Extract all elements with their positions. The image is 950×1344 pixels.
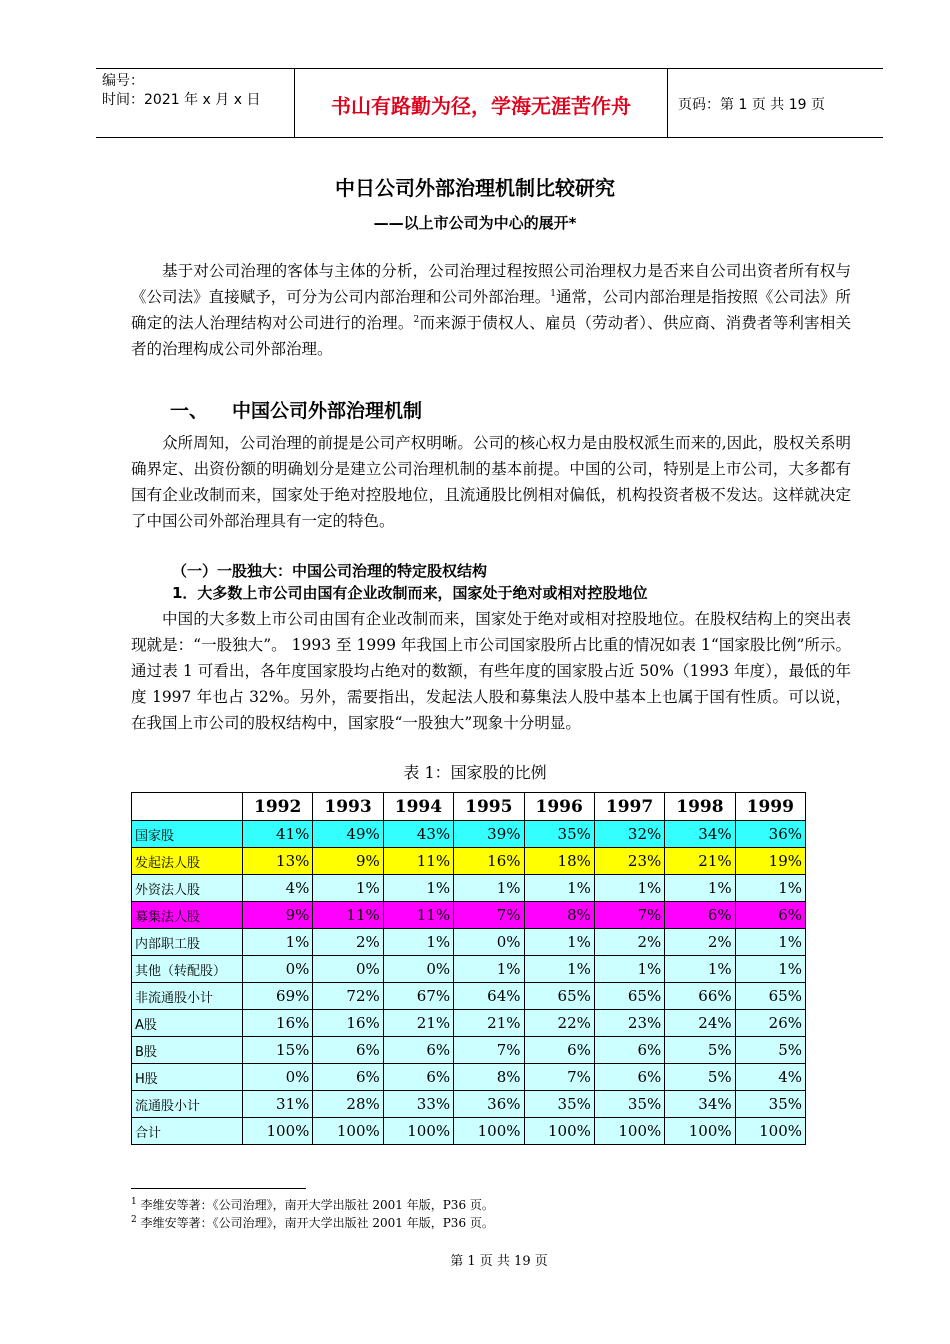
row-label-cell: 非流通股小计 — [132, 983, 243, 1010]
table-header-row — [132, 793, 806, 821]
value-cell: 1% — [454, 875, 524, 902]
value-cell: 21% — [383, 1010, 453, 1037]
page-title: 中日公司外部治理机制比较研究 — [335, 176, 615, 200]
value-cell: 0% — [454, 929, 524, 956]
value-cell: 33% — [383, 1091, 453, 1118]
footnote-mark: 1 — [131, 1197, 137, 1207]
value-cell: 16% — [243, 1010, 313, 1037]
table-row — [132, 1010, 806, 1037]
value-cell: 31% — [243, 1091, 313, 1118]
value-cell: 1% — [243, 929, 313, 956]
value-cell: 0% — [313, 956, 383, 983]
row-label-cell: 募集法人股 — [132, 902, 243, 929]
value-cell: 0% — [383, 956, 453, 983]
table-row — [132, 848, 806, 875]
header-divider — [667, 69, 668, 137]
value-cell: 6% — [594, 1037, 664, 1064]
value-cell: 100% — [524, 1118, 594, 1145]
value-cell: 8% — [524, 902, 594, 929]
value-cell: 21% — [665, 848, 735, 875]
value-cell: 65% — [594, 983, 664, 1010]
table-row — [132, 983, 806, 1010]
value-cell: 1% — [735, 956, 805, 983]
shares-table — [131, 792, 806, 1145]
value-cell: 18% — [524, 848, 594, 875]
section-title: 中国公司外部治理机制 — [232, 400, 423, 422]
value-cell: 2% — [313, 929, 383, 956]
value-cell: 1% — [313, 875, 383, 902]
year-header-cell: 1999 — [735, 793, 805, 821]
row-label-cell: 内部职工股 — [132, 929, 243, 956]
year-header-cell: 1997 — [594, 793, 664, 821]
value-cell: 7% — [524, 1064, 594, 1091]
subheading: 1．大多数上市公司由国有企业改制而来，国家处于绝对或相对控股地位 — [172, 584, 648, 602]
value-cell: 34% — [665, 821, 735, 848]
footnote-mark: 2 — [131, 1215, 137, 1225]
value-cell: 4% — [735, 1064, 805, 1091]
section-heading — [170, 396, 422, 423]
value-cell: 16% — [313, 1010, 383, 1037]
footnote-separator — [131, 1188, 306, 1189]
value-cell: 35% — [524, 821, 594, 848]
value-cell: 6% — [313, 1064, 383, 1091]
value-cell: 6% — [665, 902, 735, 929]
value-cell: 8% — [454, 1064, 524, 1091]
footnote-text: 李维安等著：《公司治理》，南开大学出版社 2001 年版，P36 页。 — [140, 1198, 494, 1212]
year-header-cell: 1996 — [524, 793, 594, 821]
value-cell: 6% — [594, 1064, 664, 1091]
row-label-cell: H股 — [132, 1064, 243, 1091]
year-header-cell: 1998 — [665, 793, 735, 821]
value-cell: 6% — [313, 1037, 383, 1064]
value-cell: 9% — [313, 848, 383, 875]
table-row — [132, 1064, 806, 1091]
row-label-cell: 国家股 — [132, 821, 243, 848]
value-cell: 65% — [524, 983, 594, 1010]
value-cell: 1% — [383, 875, 453, 902]
value-cell: 41% — [243, 821, 313, 848]
row-label-cell: 发起法人股 — [132, 848, 243, 875]
value-cell: 22% — [524, 1010, 594, 1037]
value-cell: 1% — [665, 875, 735, 902]
value-cell: 36% — [454, 1091, 524, 1118]
value-cell: 9% — [243, 902, 313, 929]
value-cell: 1% — [735, 929, 805, 956]
value-cell: 66% — [665, 983, 735, 1010]
value-cell: 100% — [243, 1118, 313, 1145]
page-header — [96, 68, 883, 138]
row-label-cell: B股 — [132, 1037, 243, 1064]
value-cell: 6% — [524, 1037, 594, 1064]
intro-paragraph — [131, 258, 851, 362]
value-cell: 1% — [665, 956, 735, 983]
value-cell: 7% — [454, 902, 524, 929]
value-cell: 100% — [735, 1118, 805, 1145]
value-cell: 16% — [454, 848, 524, 875]
row-label-cell: 外资法人股 — [132, 875, 243, 902]
row-label-cell: 流通股小计 — [132, 1091, 243, 1118]
page-subtitle: ——以上市公司为中心的展开* — [373, 214, 577, 232]
value-cell: 21% — [454, 1010, 524, 1037]
value-cell: 1% — [594, 956, 664, 983]
value-cell: 2% — [594, 929, 664, 956]
section-number: 一、 — [170, 400, 209, 422]
header-time: 时间：2021 年 x 月 x 日 — [102, 92, 261, 108]
footnote — [131, 1196, 494, 1213]
subheading: （一）一股独大：中国公司治理的特定股权结构 — [172, 562, 488, 580]
footnote-ref[interactable]: 1 — [550, 288, 556, 299]
value-cell: 4% — [243, 875, 313, 902]
value-cell: 100% — [454, 1118, 524, 1145]
value-cell: 24% — [665, 1010, 735, 1037]
value-cell: 5% — [665, 1064, 735, 1091]
intro-text-3: 而来源于债权人、雇员（劳动者）、供应商、消费者等利害相关者的治理构成公司外部治理。 — [131, 314, 851, 358]
value-cell: 35% — [735, 1091, 805, 1118]
year-header-cell: 1995 — [454, 793, 524, 821]
year-header-cell: 1994 — [383, 793, 453, 821]
value-cell: 7% — [594, 902, 664, 929]
table-row — [132, 929, 806, 956]
table-row — [132, 902, 806, 929]
value-cell: 32% — [594, 821, 664, 848]
value-cell: 34% — [665, 1091, 735, 1118]
value-cell: 6% — [735, 902, 805, 929]
footnote-text: 李维安等著：《公司治理》，南开大学出版社 2001 年版，P36 页。 — [140, 1216, 494, 1230]
row-label-cell: A股 — [132, 1010, 243, 1037]
table-caption: 表 1：国家股的比例 — [403, 763, 547, 782]
value-cell: 23% — [594, 1010, 664, 1037]
table-row — [132, 1091, 806, 1118]
value-cell: 28% — [313, 1091, 383, 1118]
table-row — [132, 821, 806, 848]
value-cell: 1% — [454, 956, 524, 983]
row-label-cell: 合计 — [132, 1118, 243, 1145]
value-cell: 1% — [524, 929, 594, 956]
header-number: 编号： — [102, 73, 144, 89]
body-paragraph: 中国的大多数上市公司由国有企业改制而来，国家处于绝对或相对控股地位。在股权结构上的突出表现就是：“一股独大”。 1993 至 1999 年我国上市公司国家股所占比重的情况如表 1“国家股比例”所示。通过表 1 可看出，各年度国家股均占绝对的数额，有些年度的国家股占近 50%（1993 年度），最低的年度 1997 年也占 32%。另外，需要指出，发起法人股和募集法人股中基本上也属于国有性质。可以说，在我国上市公司的股权结构中，国家股“一股独大”现象十分明显。 — [131, 610, 851, 732]
value-cell: 64% — [454, 983, 524, 1010]
value-cell: 1% — [383, 929, 453, 956]
value-cell: 100% — [594, 1118, 664, 1145]
value-cell: 49% — [313, 821, 383, 848]
value-cell: 5% — [735, 1037, 805, 1064]
value-cell: 11% — [383, 848, 453, 875]
value-cell: 43% — [383, 821, 453, 848]
value-cell: 11% — [383, 902, 453, 929]
value-cell: 6% — [383, 1064, 453, 1091]
value-cell: 23% — [594, 848, 664, 875]
value-cell: 11% — [313, 902, 383, 929]
value-cell: 1% — [524, 875, 594, 902]
header-motto: 书山有路勤为径，学海无涯苦作舟 — [331, 94, 631, 118]
page-footer: 第 1 页 共 19 页 — [450, 1254, 548, 1269]
value-cell: 72% — [313, 983, 383, 1010]
value-cell: 100% — [313, 1118, 383, 1145]
value-cell: 100% — [665, 1118, 735, 1145]
header-page-info: 页码：第 1 页 共 19 页 — [678, 97, 825, 113]
table-row — [132, 1037, 806, 1064]
value-cell: 100% — [383, 1118, 453, 1145]
value-cell: 67% — [383, 983, 453, 1010]
value-cell: 15% — [243, 1037, 313, 1064]
value-cell: 35% — [524, 1091, 594, 1118]
value-cell: 7% — [454, 1037, 524, 1064]
value-cell: 1% — [524, 956, 594, 983]
value-cell: 1% — [735, 875, 805, 902]
year-header-cell: 1992 — [243, 793, 313, 821]
value-cell: 65% — [735, 983, 805, 1010]
intro-text-1: 基于对公司治理的客体与主体的分析，公司治理过程按照公司治理权力是否来自公司出资者所有权与《公司法》直接赋予，可分为公司内部治理和公司外部治理。 — [131, 262, 851, 306]
value-cell: 2% — [665, 929, 735, 956]
row-label-cell: 其他（转配股） — [132, 956, 243, 983]
value-cell: 6% — [383, 1037, 453, 1064]
value-cell: 1% — [594, 875, 664, 902]
table-row — [132, 875, 806, 902]
table-corner-cell — [132, 793, 243, 821]
value-cell: 0% — [243, 956, 313, 983]
footnote — [131, 1214, 494, 1231]
value-cell: 5% — [665, 1037, 735, 1064]
body-paragraph: 众所周知，公司治理的前提是公司产权明晰。公司的核心权力是由股权派生而来的,因此，股权关系明确界定、出资份额的明确划分是建立公司治理机制的基本前提。中国的公司，特别是上市公司，大多都有国有企业改制而来，国家处于绝对控股地位，且流通股比例相对偏低，机构投资者极不发达。这样就决定了中国公司外部治理具有一定的特色。 — [131, 434, 851, 530]
value-cell: 0% — [243, 1064, 313, 1091]
value-cell: 69% — [243, 983, 313, 1010]
table-row — [132, 956, 806, 983]
header-meta — [102, 72, 292, 110]
value-cell: 39% — [454, 821, 524, 848]
footnote-ref[interactable]: 2 — [413, 314, 420, 325]
value-cell: 13% — [243, 848, 313, 875]
table-row — [132, 1118, 806, 1145]
intro-text-2: 通常，公司内部治理是指按照《公司法》所确定的法人治理结构对公司进行的治理。 — [131, 288, 851, 332]
value-cell: 35% — [594, 1091, 664, 1118]
value-cell: 26% — [735, 1010, 805, 1037]
year-header-cell: 1993 — [313, 793, 383, 821]
value-cell: 36% — [735, 821, 805, 848]
value-cell: 19% — [735, 848, 805, 875]
